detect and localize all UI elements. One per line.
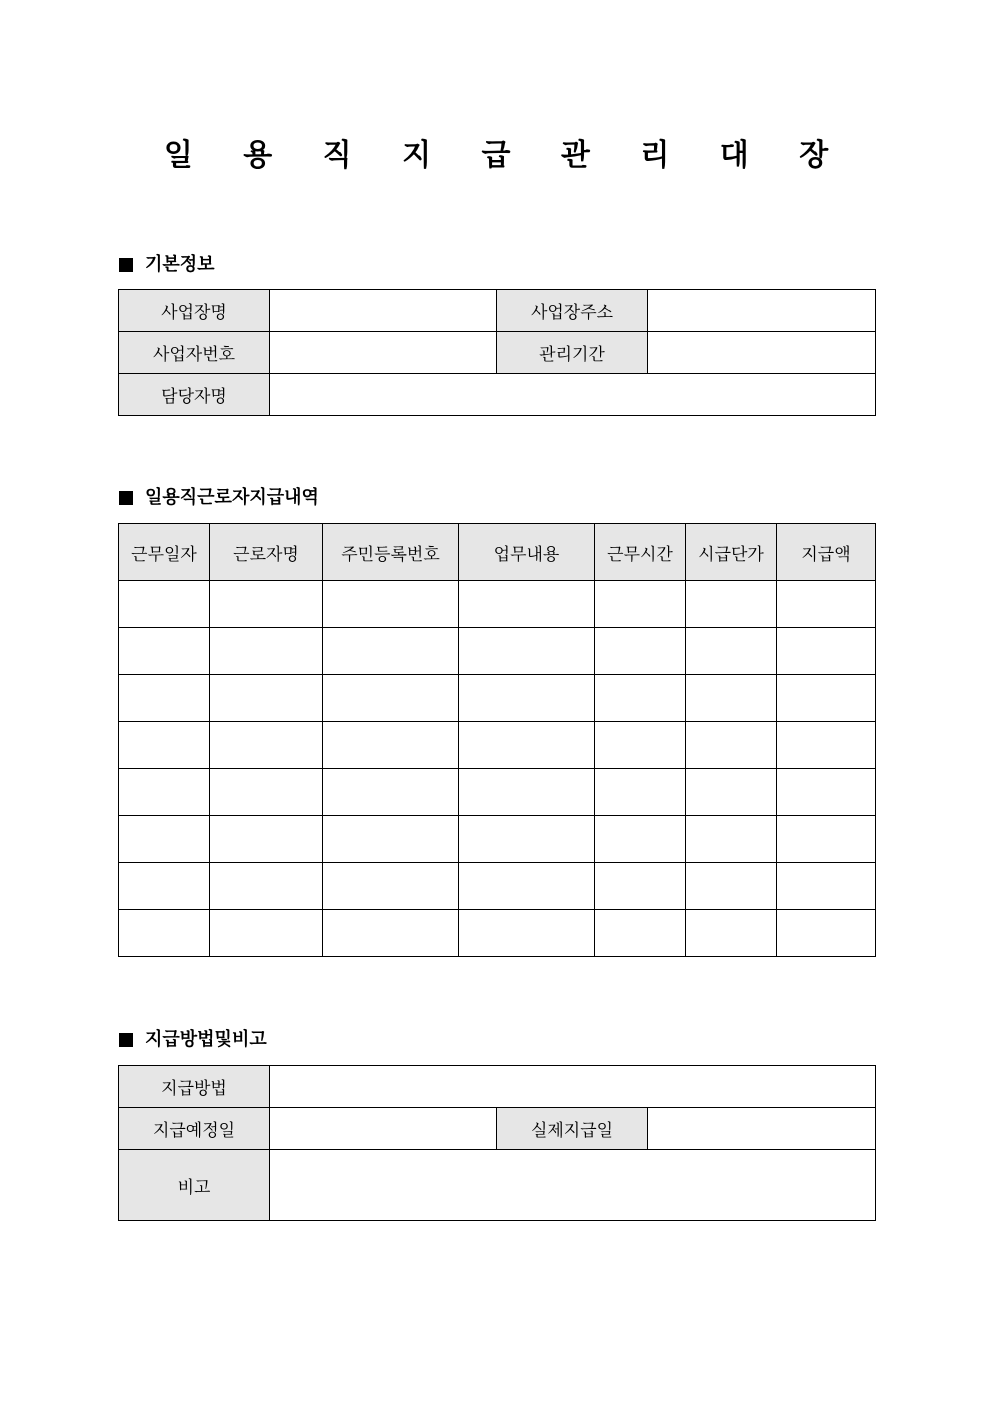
payment-row-1 <box>119 1066 876 1108</box>
column-header-work-date: 근무일자 <box>119 524 210 581</box>
management-period-label: 관리기간 <box>497 332 648 374</box>
table-cell[interactable] <box>777 769 876 816</box>
remarks-label: 비고 <box>119 1150 270 1221</box>
table-cell[interactable] <box>595 816 686 863</box>
table-cell[interactable] <box>119 816 210 863</box>
table-cell[interactable] <box>595 581 686 628</box>
scheduled-date-field[interactable] <box>270 1108 497 1150</box>
table-cell[interactable] <box>595 722 686 769</box>
business-number-label: 사업자번호 <box>119 332 270 374</box>
table-row <box>119 581 876 628</box>
table-cell[interactable] <box>210 628 323 675</box>
section-heading-payment-label: 지급방법및비고 <box>145 1029 267 1050</box>
table-row <box>119 722 876 769</box>
table-row <box>119 769 876 816</box>
table-cell[interactable] <box>459 910 595 957</box>
table-cell[interactable] <box>323 581 459 628</box>
business-address-field[interactable] <box>648 290 876 332</box>
table-cell[interactable] <box>595 769 686 816</box>
table-cell[interactable] <box>686 628 777 675</box>
table-cell[interactable] <box>119 675 210 722</box>
basic-row-2 <box>119 332 876 374</box>
table-cell[interactable] <box>595 910 686 957</box>
table-cell[interactable] <box>210 675 323 722</box>
business-name-field[interactable] <box>270 290 497 332</box>
table-cell[interactable] <box>119 628 210 675</box>
table-cell[interactable] <box>210 581 323 628</box>
table-cell[interactable] <box>323 722 459 769</box>
column-header-resident-number: 주민등록번호 <box>323 524 459 581</box>
basic-info-table <box>118 289 876 416</box>
business-address-label: 사업장주소 <box>497 290 648 332</box>
square-bullet-icon <box>119 1033 133 1047</box>
management-period-field[interactable] <box>648 332 876 374</box>
column-header-hourly-rate: 시급단가 <box>686 524 777 581</box>
table-cell[interactable] <box>119 863 210 910</box>
payment-row-3 <box>119 1150 876 1221</box>
table-cell[interactable] <box>323 675 459 722</box>
basic-row-1 <box>119 290 876 332</box>
section-heading-workers <box>119 486 319 510</box>
table-cell[interactable] <box>119 910 210 957</box>
table-cell[interactable] <box>119 769 210 816</box>
table-row <box>119 816 876 863</box>
table-cell[interactable] <box>686 816 777 863</box>
column-header-job-description: 업무내용 <box>459 524 595 581</box>
table-cell[interactable] <box>459 628 595 675</box>
table-cell[interactable] <box>210 816 323 863</box>
table-cell[interactable] <box>459 769 595 816</box>
payment-method-field[interactable] <box>270 1066 876 1108</box>
table-cell[interactable] <box>777 816 876 863</box>
table-row <box>119 675 876 722</box>
table-cell[interactable] <box>323 628 459 675</box>
table-cell[interactable] <box>777 581 876 628</box>
table-cell[interactable] <box>595 863 686 910</box>
table-cell[interactable] <box>686 863 777 910</box>
square-bullet-icon <box>119 491 133 505</box>
table-cell[interactable] <box>686 581 777 628</box>
worker-table-body <box>119 581 876 957</box>
table-cell[interactable] <box>459 675 595 722</box>
document-title: 일 용 직 지 급 관 리 대 장 <box>163 138 849 173</box>
manager-name-label: 담당자명 <box>119 374 270 416</box>
manager-name-field[interactable] <box>270 374 876 416</box>
table-cell[interactable] <box>686 769 777 816</box>
square-bullet-icon <box>119 258 133 272</box>
basic-row-3 <box>119 374 876 416</box>
table-cell[interactable] <box>459 722 595 769</box>
table-cell[interactable] <box>459 863 595 910</box>
table-cell[interactable] <box>210 910 323 957</box>
table-cell[interactable] <box>323 910 459 957</box>
table-cell[interactable] <box>777 675 876 722</box>
actual-date-label: 실제지급일 <box>497 1108 648 1150</box>
table-cell[interactable] <box>210 769 323 816</box>
table-cell[interactable] <box>323 816 459 863</box>
table-cell[interactable] <box>777 910 876 957</box>
scheduled-date-label: 지급예정일 <box>119 1108 270 1150</box>
table-cell[interactable] <box>459 581 595 628</box>
table-cell[interactable] <box>119 722 210 769</box>
remarks-field[interactable] <box>270 1150 876 1221</box>
table-cell[interactable] <box>210 863 323 910</box>
table-cell[interactable] <box>777 628 876 675</box>
table-cell[interactable] <box>686 675 777 722</box>
table-cell[interactable] <box>459 816 595 863</box>
table-row <box>119 628 876 675</box>
column-header-worker-name: 근로자명 <box>210 524 323 581</box>
payment-info-table <box>118 1065 876 1221</box>
business-name-label: 사업장명 <box>119 290 270 332</box>
table-cell[interactable] <box>210 722 323 769</box>
table-row <box>119 863 876 910</box>
table-cell[interactable] <box>323 769 459 816</box>
table-cell[interactable] <box>777 863 876 910</box>
table-cell[interactable] <box>323 863 459 910</box>
worker-payment-table <box>118 523 876 957</box>
column-header-payment-amount: 지급액 <box>777 524 876 581</box>
table-cell[interactable] <box>686 910 777 957</box>
payment-method-label: 지급방법 <box>119 1066 270 1108</box>
section-heading-workers-label: 일용직근로자지급내역 <box>145 487 319 508</box>
table-cell[interactable] <box>595 675 686 722</box>
actual-date-field[interactable] <box>648 1108 876 1150</box>
section-heading-payment <box>119 1028 267 1052</box>
table-cell[interactable] <box>119 581 210 628</box>
worker-table-header <box>119 524 876 581</box>
table-row <box>119 910 876 957</box>
table-cell[interactable] <box>777 722 876 769</box>
table-cell[interactable] <box>595 628 686 675</box>
table-cell[interactable] <box>686 722 777 769</box>
column-header-work-hours: 근무시간 <box>595 524 686 581</box>
business-number-field[interactable] <box>270 332 497 374</box>
section-heading-basic <box>119 253 215 277</box>
payment-row-2 <box>119 1108 876 1150</box>
section-heading-basic-label: 기본정보 <box>145 254 215 275</box>
